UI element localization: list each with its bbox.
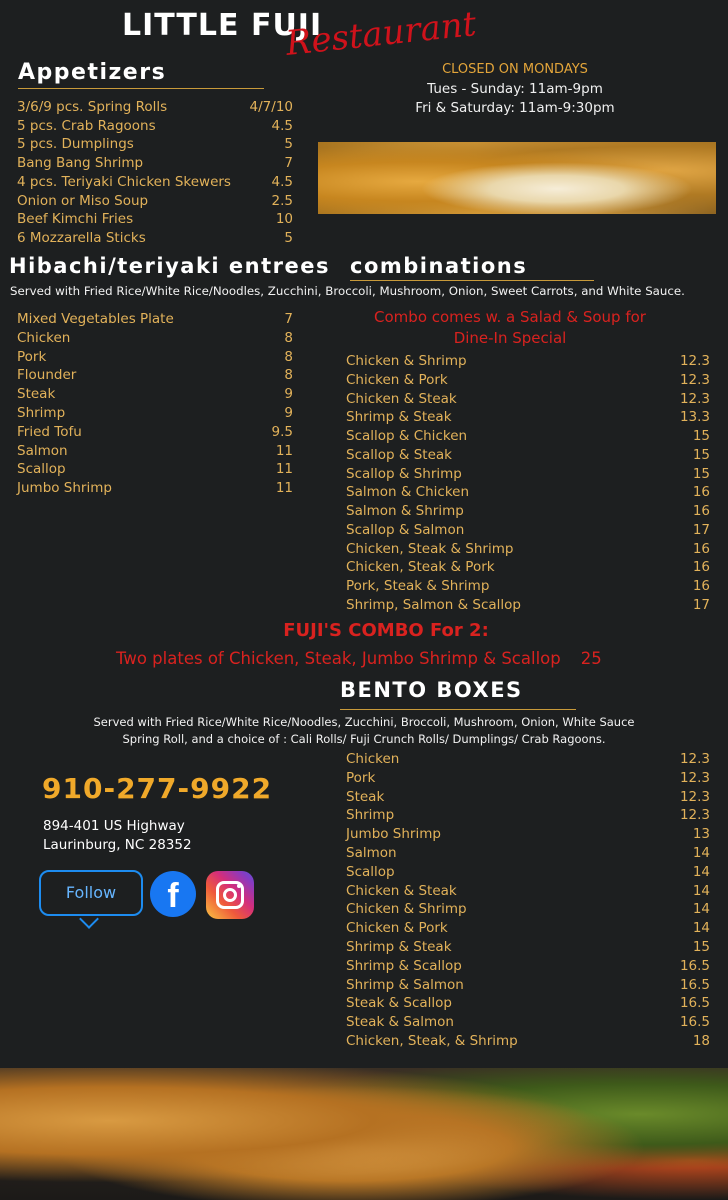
combinations-divider bbox=[350, 280, 594, 281]
item-name: Chicken bbox=[346, 751, 400, 767]
item-price: 15 bbox=[692, 939, 710, 955]
appetizers-heading: Appetizers bbox=[18, 60, 167, 85]
item-name: 3/6/9 pcs. Spring Rolls bbox=[17, 99, 168, 115]
bento-row bbox=[346, 900, 710, 918]
item-name: Chicken & Steak bbox=[346, 390, 457, 407]
item-price: 11 bbox=[275, 480, 293, 497]
bento-served-line2: Spring Roll, and a choice of : Cali Rolls/ Fuji Crunch Rolls/ Dumplings/ Crab Ragoons. bbox=[122, 732, 606, 746]
item-name: 4 pcs. Teriyaki Chicken Skewers bbox=[17, 173, 231, 190]
item-price: 16 bbox=[692, 503, 710, 519]
bento-row bbox=[346, 919, 710, 937]
hibachi-row bbox=[17, 329, 293, 347]
item-price: 13 bbox=[692, 826, 710, 843]
item-price: 16 bbox=[692, 578, 710, 594]
bento-row bbox=[346, 750, 710, 768]
item-name: Scallop bbox=[17, 461, 66, 478]
appetizer-row bbox=[17, 210, 293, 228]
item-price: 2.5 bbox=[271, 192, 293, 209]
item-price: 11 bbox=[275, 442, 293, 459]
hibachi-row bbox=[17, 460, 293, 478]
item-price: 16.5 bbox=[679, 995, 710, 1012]
restaurant-title: LITTLE FUJI bbox=[122, 8, 323, 43]
fujis-combo-line bbox=[116, 649, 602, 668]
item-price: 12.3 bbox=[679, 371, 710, 388]
bento-row bbox=[346, 863, 710, 881]
item-price: 8 bbox=[284, 348, 293, 365]
item-name: Shrimp & Steak bbox=[346, 939, 452, 955]
item-name: Chicken, Steak & Pork bbox=[346, 559, 495, 576]
item-name: Scallop & Shrimp bbox=[346, 465, 462, 482]
phone-number[interactable]: 910-277-9922 bbox=[42, 772, 273, 805]
follow-button[interactable]: Follow bbox=[39, 870, 143, 916]
combination-row bbox=[346, 577, 710, 595]
item-price: 5 bbox=[284, 136, 293, 153]
item-price: 4/7/10 bbox=[249, 99, 293, 115]
item-name: 5 pcs. Dumplings bbox=[17, 136, 134, 153]
item-name: Scallop & Salmon bbox=[346, 521, 465, 538]
item-price: 9 bbox=[284, 405, 293, 421]
combo-note-line1: Combo comes w. a Salad & Soup for bbox=[374, 308, 646, 326]
closed-notice: CLOSED ON MONDAYS bbox=[442, 62, 588, 77]
bento-row bbox=[346, 882, 710, 900]
item-price: 16.5 bbox=[679, 976, 710, 993]
bento-row bbox=[346, 1032, 710, 1050]
item-price: 12.3 bbox=[679, 807, 710, 824]
facebook-icon[interactable]: f bbox=[150, 871, 196, 917]
appetizers-divider bbox=[18, 88, 264, 89]
bento-row bbox=[346, 844, 710, 862]
item-price: 11 bbox=[275, 461, 293, 478]
combination-row bbox=[346, 558, 710, 576]
instagram-icon[interactable] bbox=[206, 871, 254, 919]
item-name: Steak & Salmon bbox=[346, 1014, 454, 1031]
item-name: Chicken & Pork bbox=[346, 920, 448, 937]
combination-row bbox=[346, 483, 710, 501]
item-name: Chicken, Steak, & Shrimp bbox=[346, 1033, 518, 1049]
combination-row bbox=[346, 408, 710, 426]
hibachi-row bbox=[17, 385, 293, 403]
combination-row bbox=[346, 427, 710, 445]
bento-row bbox=[346, 825, 710, 843]
item-name: Chicken & Steak bbox=[346, 882, 457, 899]
item-name: Jumbo Shrimp bbox=[17, 480, 112, 497]
hibachi-row bbox=[17, 442, 293, 460]
item-name: Pork bbox=[346, 769, 376, 786]
item-price: 16.5 bbox=[679, 957, 710, 974]
item-price: 14 bbox=[692, 901, 710, 918]
bento-row bbox=[346, 938, 710, 956]
item-name: Chicken bbox=[17, 329, 71, 346]
appetizer-row bbox=[17, 117, 293, 135]
item-name: Shrimp bbox=[346, 807, 395, 824]
bento-row bbox=[346, 957, 710, 975]
hibachi-heading: Hibachi/teriyaki entrees bbox=[9, 254, 330, 278]
combination-row bbox=[346, 521, 710, 539]
item-name: Shrimp & Scallop bbox=[346, 957, 462, 974]
item-price: 8 bbox=[284, 329, 293, 346]
item-price: 13.3 bbox=[679, 409, 710, 426]
combination-row bbox=[346, 352, 710, 370]
item-price: 9.5 bbox=[271, 423, 293, 440]
restaurant-subtitle: Restaurant bbox=[283, 4, 479, 64]
item-name: Flounder bbox=[17, 367, 77, 384]
hibachi-served-with: Served with Fried Rice/White Rice/Noodles, Zucchini, Broccoli, Mushroom, Onion, Sweet Carrots, and White Sauce. bbox=[10, 284, 685, 298]
item-name: Shrimp bbox=[17, 405, 66, 421]
item-price: 14 bbox=[692, 882, 710, 899]
item-price: 12.3 bbox=[679, 788, 710, 805]
bento-row bbox=[346, 788, 710, 806]
item-name: Chicken, Steak & Shrimp bbox=[346, 540, 514, 557]
hours-weekday: Tues - Sunday: 11am-9pm bbox=[427, 81, 603, 97]
item-price: 9 bbox=[284, 386, 293, 403]
item-price: 8 bbox=[284, 367, 293, 384]
instagram-icon-lens bbox=[223, 888, 237, 902]
combination-row bbox=[346, 446, 710, 464]
item-name: Shrimp & Salmon bbox=[346, 976, 464, 993]
item-price: 16 bbox=[692, 559, 710, 576]
item-price: 10 bbox=[275, 211, 293, 228]
address-line2: Laurinburg, NC 28352 bbox=[43, 837, 192, 853]
item-name: Salmon bbox=[346, 845, 397, 861]
item-name: Steak bbox=[346, 788, 385, 805]
item-name: Salmon & Shrimp bbox=[346, 503, 464, 519]
bento-served-line1: Served with Fried Rice/White Rice/Noodles, Zucchini, Broccoli, Mushroom, Onion, White Sauce bbox=[93, 715, 635, 729]
item-price: 4.5 bbox=[271, 117, 293, 134]
item-name: Chicken & Pork bbox=[346, 371, 448, 388]
item-price: 15 bbox=[692, 428, 710, 444]
hibachi-row bbox=[17, 404, 293, 422]
combination-row bbox=[346, 502, 710, 520]
item-name: Chicken & Shrimp bbox=[346, 901, 467, 918]
bento-row bbox=[346, 976, 710, 994]
combinations-heading: combinations bbox=[350, 254, 528, 278]
item-price: 18 bbox=[692, 1033, 710, 1049]
hibachi-row bbox=[17, 423, 293, 441]
fried-food-photo bbox=[318, 142, 716, 214]
item-price: 15 bbox=[692, 465, 710, 482]
item-name: Pork, Steak & Shrimp bbox=[346, 578, 490, 594]
appetizer-row bbox=[17, 135, 293, 153]
item-name: 5 pcs. Crab Ragoons bbox=[17, 117, 156, 134]
item-price: 5 bbox=[284, 229, 293, 246]
appetizer-row bbox=[17, 98, 293, 116]
item-price: 12.3 bbox=[679, 390, 710, 407]
item-name: Steak bbox=[17, 386, 56, 403]
combination-row bbox=[346, 540, 710, 558]
item-price: 16.5 bbox=[679, 1014, 710, 1031]
item-price: 14 bbox=[692, 920, 710, 937]
combination-row bbox=[346, 371, 710, 389]
combination-row bbox=[346, 596, 710, 614]
item-price: 16 bbox=[692, 540, 710, 557]
bento-row bbox=[346, 1013, 710, 1031]
address-line1: 894-401 US Highway bbox=[43, 818, 185, 834]
item-name: Bang Bang Shrimp bbox=[17, 155, 144, 172]
combination-row bbox=[346, 390, 710, 408]
bento-row bbox=[346, 769, 710, 787]
hibachi-row bbox=[17, 366, 293, 384]
fujis-combo-title: FUJI'S COMBO For 2: bbox=[283, 620, 489, 641]
item-name: Mixed Vegetables Plate bbox=[17, 311, 174, 327]
item-name: Beef Kimchi Fries bbox=[17, 211, 134, 228]
item-price: 12.3 bbox=[679, 353, 710, 369]
bento-heading: BENTO BOXES bbox=[340, 678, 523, 702]
appetizer-row bbox=[17, 173, 293, 191]
item-name: Scallop bbox=[346, 863, 395, 880]
hibachi-row bbox=[17, 479, 293, 497]
item-name: Salmon & Chicken bbox=[346, 484, 470, 501]
item-name: Jumbo Shrimp bbox=[346, 826, 441, 843]
item-price: 7 bbox=[284, 155, 293, 172]
bento-row bbox=[346, 994, 710, 1012]
fujis-combo-description: Two plates of Chicken, Steak, Jumbo Shrimp & Scallop bbox=[116, 649, 561, 668]
bento-row bbox=[346, 806, 710, 824]
item-name: Chicken & Shrimp bbox=[346, 353, 467, 369]
appetizer-row bbox=[17, 192, 293, 210]
item-name: Shrimp, Salmon & Scallop bbox=[346, 596, 521, 613]
combo-note-line2: Dine-In Special bbox=[453, 329, 567, 347]
item-price: 17 bbox=[692, 596, 710, 613]
combination-row bbox=[346, 465, 710, 483]
appetizer-row bbox=[17, 229, 293, 247]
hours-weekend: Fri & Saturday: 11am-9:30pm bbox=[415, 100, 615, 116]
item-name: Steak & Scallop bbox=[346, 995, 452, 1012]
bento-divider bbox=[340, 709, 576, 710]
item-price: 4.5 bbox=[271, 173, 293, 190]
item-price: 14 bbox=[692, 863, 710, 880]
item-price: 7 bbox=[284, 311, 293, 327]
spring-rolls-photo bbox=[0, 1068, 728, 1200]
item-price: 16 bbox=[692, 484, 710, 501]
item-name: Shrimp & Steak bbox=[346, 409, 452, 426]
item-name: Pork bbox=[17, 348, 47, 365]
item-name: Scallop & Steak bbox=[346, 446, 452, 463]
item-name: Fried Tofu bbox=[17, 423, 82, 440]
item-name: 6 Mozzarella Sticks bbox=[17, 229, 146, 246]
hibachi-row bbox=[17, 348, 293, 366]
item-price: 17 bbox=[692, 521, 710, 538]
fujis-combo-price: 25 bbox=[580, 649, 602, 668]
item-name: Onion or Miso Soup bbox=[17, 192, 149, 209]
item-price: 12.3 bbox=[679, 769, 710, 786]
hibachi-row bbox=[17, 310, 293, 328]
item-name: Scallop & Chicken bbox=[346, 428, 468, 444]
appetizer-row bbox=[17, 154, 293, 172]
item-price: 14 bbox=[692, 845, 710, 861]
item-name: Salmon bbox=[17, 442, 68, 459]
instagram-icon-dot bbox=[237, 884, 241, 888]
item-price: 12.3 bbox=[679, 751, 710, 767]
item-price: 15 bbox=[692, 446, 710, 463]
